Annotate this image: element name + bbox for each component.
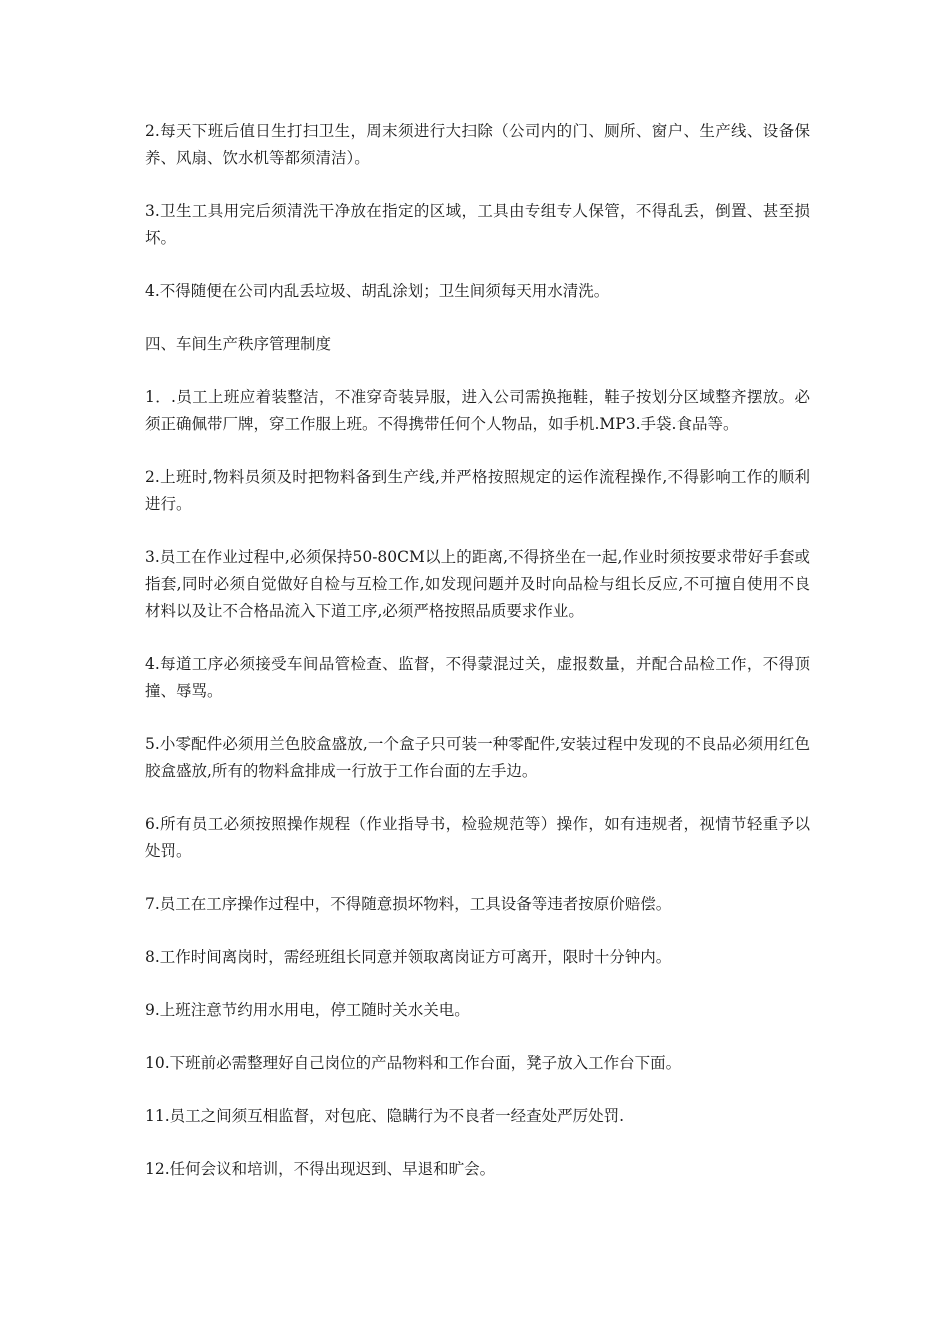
paragraph-rule-9-save-energy: 9.上班注意节约用水用电，停工随时关水关电。 <box>145 1001 470 1019</box>
paragraph-rule-4-inspection: 4.每道工序必须接受车间品管检查、监督，不得蒙混过关，虚报数量，并配合品检工作，不得顶撞、辱骂。 <box>145 655 810 700</box>
paragraph-rule-11-supervision: 11.员工之间须互相监督，对包庇、隐瞒行为不良者一经查处严厉处罚. <box>145 1107 625 1125</box>
paragraph-rule-2-materials: 2.上班时,物料员须及时把物料备到生产线,并严格按照规定的运作流程操作,不得影响工作的顺利进行。 <box>145 468 810 513</box>
paragraph-rule-12-meetings: 12.任何会议和培训，不得出现迟到、早退和旷会。 <box>145 1160 496 1178</box>
paragraph-rule-10-tidy-up: 10.下班前必需整理好自己岗位的产品物料和工作台面，凳子放入工作台下面。 <box>145 1054 682 1072</box>
paragraph-rule-5-parts-boxes: 5.小零配件必须用兰色胶盒盛放,一个盒子只可装一种零配件,安装过程中发现的不良品必须用红色胶盒盛放,所有的物料盒排成一行放于工作台面的左手边。 <box>145 735 810 780</box>
section-heading-workshop-order: 四、车间生产秩序管理制度 <box>145 335 332 353</box>
paragraph-rule-1-dress: 1．.员工上班应着装整洁，不准穿奇装异服，进入公司需换拖鞋，鞋子按划分区域整齐摆放。必须正确佩带厂牌，穿工作服上班。不得携带任何个人物品，如手机.MP3.手袋.食品等。 <box>145 388 810 433</box>
paragraph-rule-3-operation: 3.员工在作业过程中,必须保持50-80CM以上的距离,不得挤坐在一起,作业时须按要求带好手套或指套,同时必须自觉做好自检与互检工作,如发现问题并及时向品检与组长反应,不可擅自使用不良材料以及让不合格品流入下道工序,必须严格按照品质要求作业。 <box>145 548 810 620</box>
paragraph-rule-8-leave-post: 8.工作时间离岗时，需经班组长同意并领取离岗证方可离开，限时十分钟内。 <box>145 948 672 966</box>
paragraph-rule-6-procedures: 6.所有员工必须按照操作规程（作业指导书，检验规范等）操作，如有违规者，视情节轻重予以处罚。 <box>145 815 810 860</box>
paragraph-no-littering: 4.不得随便在公司内乱丢垃圾、胡乱涂划；卫生间须每天用水清洗。 <box>145 282 610 300</box>
document-body <box>145 118 810 1209</box>
paragraph-cleaning-duty: 2.每天下班后值日生打扫卫生，周末须进行大扫除（公司内的门、厕所、窗户、生产线、设备保养、风扇、饮水机等都须清洁）。 <box>145 122 810 167</box>
paragraph-rule-7-damage: 7.员工在工序操作过程中，不得随意损坏物料，工具设备等违者按原价赔偿。 <box>145 895 672 913</box>
paragraph-cleaning-tools: 3.卫生工具用完后须清洗干净放在指定的区域，工具由专组专人保管，不得乱丢，倒置、甚至损坏。 <box>145 202 810 247</box>
